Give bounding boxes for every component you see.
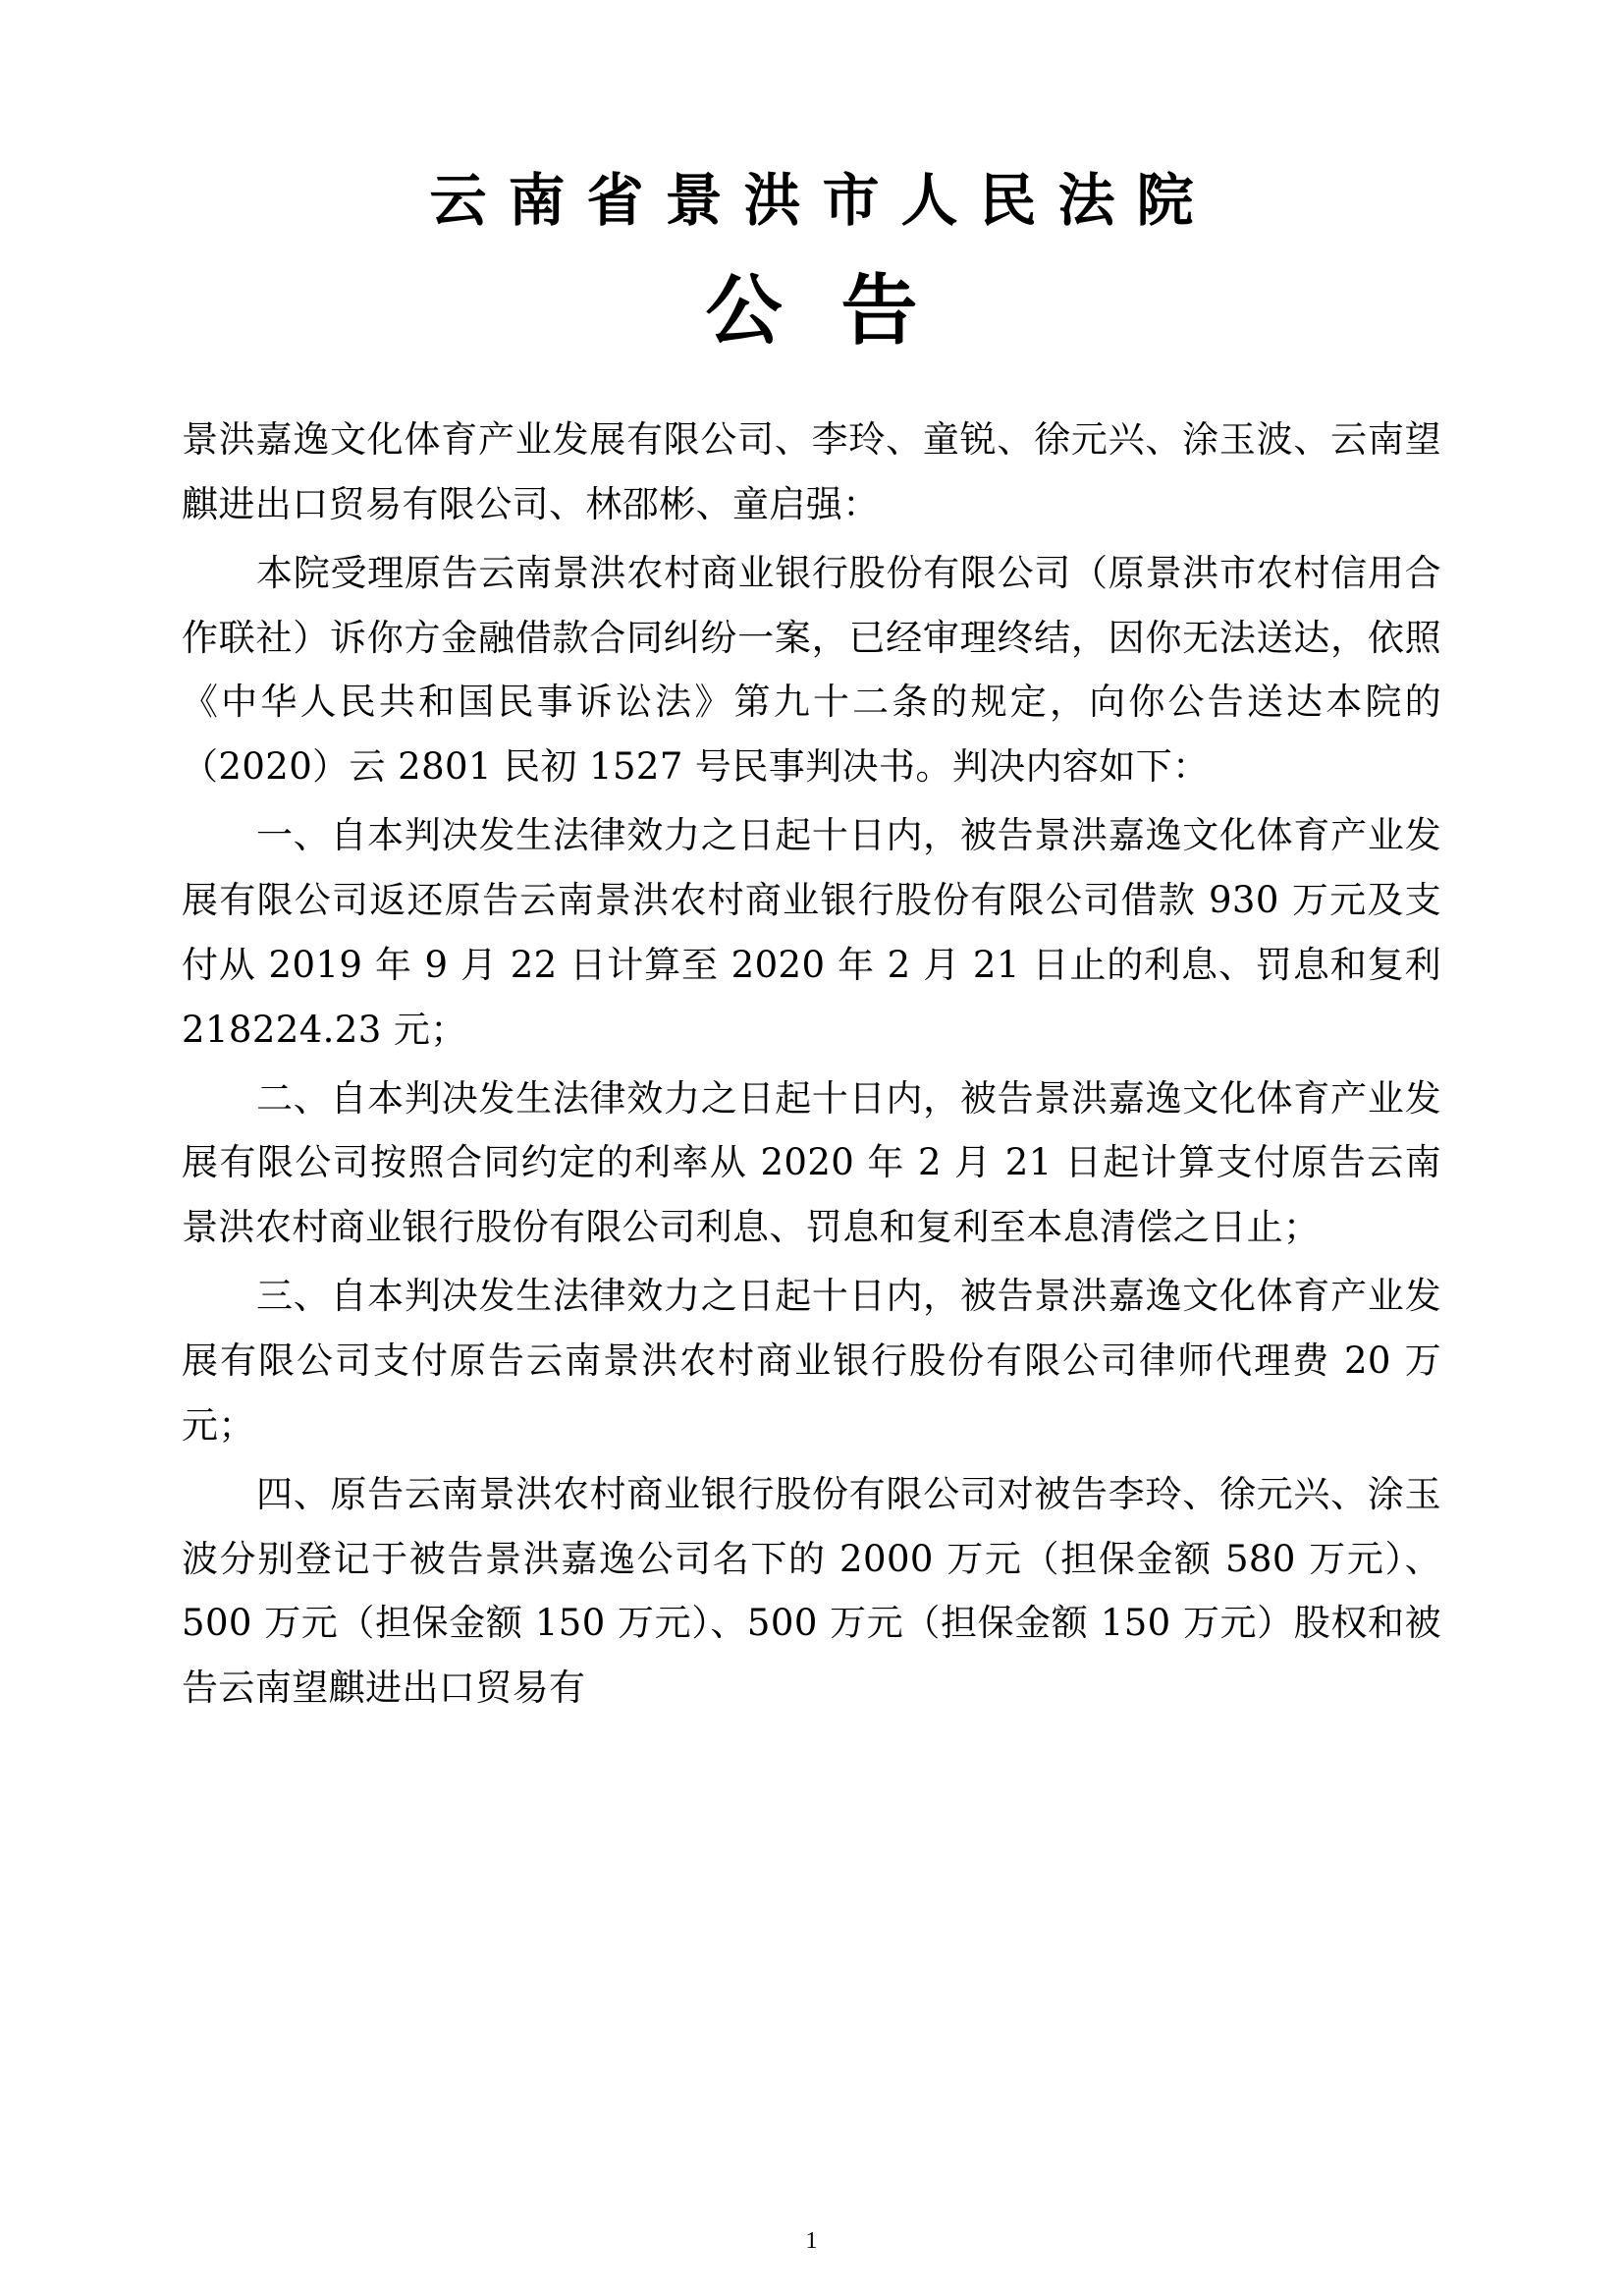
court-title: 云南省景洪市人民法院 [429, 167, 1216, 234]
paragraph-item-2: 二、自本判决发生法律效力之日起十日内，被告景洪嘉逸文化体育产业发展有限公司按照合同约定的利率从 2020 年 2 月 21 日起计算支付原告云南景洪农村商业银行股份有限公司利息、罚息和复利至本息清偿之日止； [182, 1076, 1441, 1249]
document-type-title: 公告 [705, 265, 977, 355]
paragraph-recipients: 景洪嘉逸文化体育产业发展有限公司、李玲、童锐、徐元兴、涂玉波、云南望麒进出口贸易有限公司、林邵彬、童启强： [182, 417, 1441, 525]
paragraph-item-4: 四、原告云南景洪农村商业银行股份有限公司对被告李玲、徐元兴、涂玉波分别登记于被告景洪嘉逸公司名下的 2000 万元（担保金额 580 万元）、500 万元（担保金额 150 万元）、500 万元（担保金额 150 万元）股权和被告云南望麒进出口贸易有 [182, 1472, 1441, 1710]
paragraph-item-1: 一、自本判决发生法律效力之日起十日内，被告景洪嘉逸文化体育产业发展有限公司返还原告云南景洪农村商业银行股份有限公司借款 930 万元及支付从 2019 年 9 月 22 日计算至 2020 年 2 月 21 日止的利息、罚息和复利 218224.23 元； [182, 814, 1441, 1051]
page-number: 1 [805, 2228, 818, 2254]
paragraph-intro: 本院受理原告云南景洪农村商业银行股份有限公司（原景洪市农村信用合作联社）诉你方金融借款合同纠纷一案，已经审理终结，因你无法送达，依照《中华人民共和国民事诉讼法》第九十二条的规定，向你公告送达本院的（2020）云 2801 民初 1527 号民事判决书。判决内容如下： [182, 551, 1441, 789]
paragraph-item-3: 三、自本判决发生法律效力之日起十日内，被告景洪嘉逸文化体育产业发展有限公司支付原告云南景洪农村商业银行股份有限公司律师代理费 20 万元； [182, 1275, 1441, 1447]
document-body [182, 408, 1441, 1721]
